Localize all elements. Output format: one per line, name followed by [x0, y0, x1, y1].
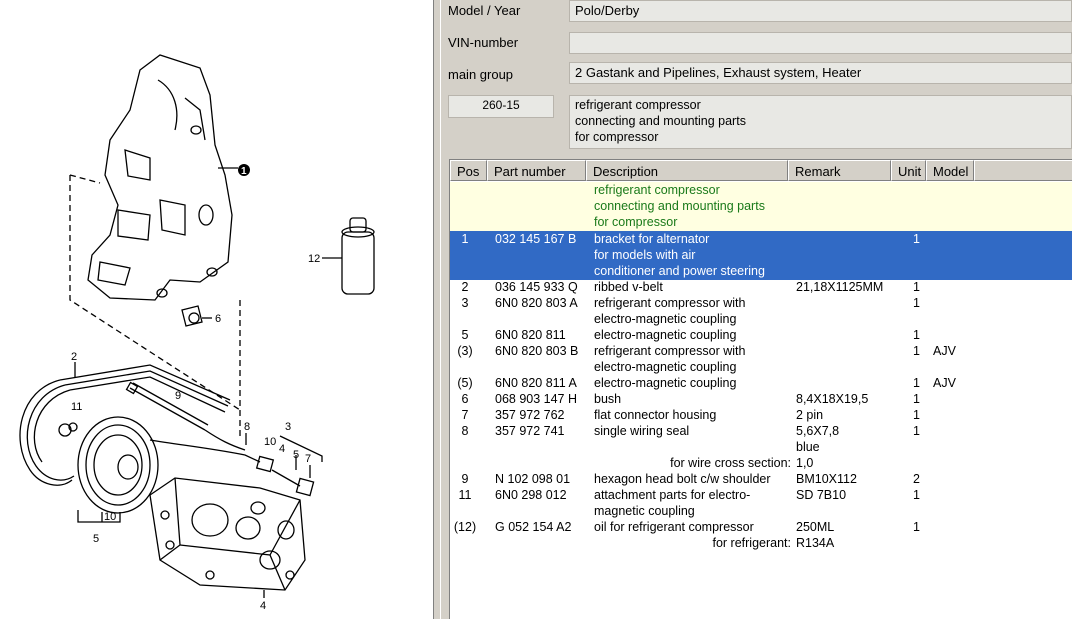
- cell-part-number: 357 972 762: [495, 408, 565, 422]
- cell-remark: 1,0: [796, 456, 814, 470]
- label-11: 11: [71, 401, 83, 413]
- model-field[interactable]: Polo/Derby: [569, 0, 1072, 22]
- label-1: 1: [241, 166, 247, 177]
- col-part-number[interactable]: Part number: [487, 160, 586, 181]
- cell-unit: 1: [913, 376, 920, 390]
- cell-description: conditioner and power steering: [594, 264, 765, 278]
- label-8: 8: [244, 421, 251, 433]
- cell-description: electro-magnetic coupling: [594, 328, 737, 342]
- splitter[interactable]: [433, 0, 441, 619]
- col-filler: [974, 160, 1072, 181]
- label-4: 4: [279, 443, 286, 455]
- cell-pos: (3): [457, 344, 473, 358]
- cell-unit: 1: [913, 392, 920, 406]
- group-title-line: connecting and mounting parts: [594, 199, 765, 213]
- cell-unit: 1: [913, 328, 920, 342]
- label-5b: 5: [93, 533, 100, 545]
- cell-pos: 6: [461, 392, 469, 406]
- main-group-field[interactable]: 2 Gastank and Pipelines, Exhaust system, Heater: [569, 62, 1072, 84]
- col-pos[interactable]: Pos: [450, 160, 487, 181]
- group-title-line: refrigerant compressor: [594, 183, 720, 197]
- cell-part-number: 032 145 167 B: [495, 232, 577, 246]
- figure-desc-line: refrigerant compressor: [575, 98, 701, 112]
- cell-remark: BM10X112: [796, 472, 857, 486]
- col-description[interactable]: Description: [586, 160, 788, 181]
- cell-description: attachment parts for electro-: [594, 488, 751, 502]
- figure-desc-line: connecting and mounting parts: [575, 114, 746, 128]
- cell-part-number: 036 145 933 Q: [495, 280, 578, 294]
- figure-desc-line: for compressor: [575, 130, 659, 144]
- label-4b: 4: [260, 600, 267, 612]
- cell-unit: 1: [913, 344, 920, 358]
- cell-pos: 1: [461, 232, 469, 246]
- vin-label: VIN-number: [448, 35, 519, 50]
- cell-unit: 1: [913, 232, 920, 246]
- cell-part-number: G 052 154 A2: [495, 520, 572, 534]
- cell-remark: 8,4X18X19,5: [796, 392, 869, 406]
- cell-pos: 5: [461, 328, 469, 342]
- cell-model: AJV: [933, 376, 956, 390]
- cell-description: flat connector housing: [594, 408, 717, 422]
- cell-description: refrigerant compressor with: [594, 296, 746, 310]
- col-remark[interactable]: Remark: [788, 160, 891, 181]
- label-2: 2: [71, 351, 78, 363]
- cell-part-number: 068 903 147 H: [495, 392, 578, 406]
- cell-part-number: 357 972 741: [495, 424, 565, 438]
- exploded-view-drawing: [0, 0, 433, 619]
- cell-description: for wire cross section:: [670, 456, 791, 470]
- cell-part-number: 6N0 820 811 A: [495, 376, 577, 390]
- cell-description: electro-magnetic coupling: [594, 376, 737, 390]
- label-12: 12: [308, 253, 321, 265]
- cell-remark: R134A: [796, 536, 835, 550]
- col-model[interactable]: Model: [926, 160, 974, 181]
- cell-remark: 250ML: [796, 520, 835, 534]
- cell-pos: 2: [461, 280, 469, 294]
- cell-unit: 1: [913, 280, 920, 294]
- parts-table: [449, 159, 1072, 619]
- cell-description: electro-magnetic coupling: [594, 312, 737, 326]
- cell-pos: 9: [461, 472, 469, 486]
- cell-part-number: 6N0 820 803 B: [495, 344, 579, 358]
- cell-unit: 1: [913, 520, 920, 534]
- model-label: Model / Year: [448, 3, 521, 18]
- label-9: 9: [175, 390, 182, 402]
- parts-diagram: [0, 0, 433, 619]
- label-6: 6: [215, 313, 222, 325]
- label-5: 5: [293, 449, 300, 461]
- cell-unit: 2: [913, 472, 920, 486]
- group-title-line: for compressor: [594, 215, 678, 229]
- cell-description: ribbed v-belt: [594, 280, 663, 294]
- label-3: 3: [285, 421, 292, 433]
- label-7: 7: [305, 453, 312, 465]
- cell-pos: 7: [461, 408, 469, 422]
- cell-pos: 11: [458, 488, 472, 502]
- vin-field[interactable]: [569, 32, 1072, 54]
- cell-description: bracket for alternator: [594, 232, 710, 246]
- cell-description: bush: [594, 392, 622, 406]
- cell-pos: 8: [461, 424, 469, 438]
- cell-remark: 21,18X1125MM: [796, 280, 884, 294]
- label-10: 10: [264, 436, 277, 448]
- cell-pos: (5): [457, 376, 473, 390]
- cell-unit: 1: [913, 488, 920, 502]
- cell-remark: 2 pin: [796, 408, 824, 422]
- col-unit[interactable]: Unit: [891, 160, 926, 181]
- cell-description: hexagon head bolt c/w shoulder: [594, 472, 771, 486]
- cell-description: for models with air: [594, 248, 696, 262]
- cell-description: refrigerant compressor with: [594, 344, 746, 358]
- label-10b: 10: [104, 511, 117, 523]
- cell-description: for refrigerant:: [712, 536, 791, 550]
- bracket-shape: [88, 55, 232, 300]
- cell-pos: 3: [461, 296, 469, 310]
- cell-part-number: 6N0 820 811: [495, 328, 566, 342]
- cell-remark: 5,6X7,8: [796, 424, 840, 438]
- cell-remark: blue: [796, 440, 820, 454]
- cell-description: magnetic coupling: [594, 504, 695, 518]
- cell-part-number: 6N0 298 012: [495, 488, 567, 502]
- figure-description: [569, 95, 1072, 149]
- main-group-label: main group: [448, 67, 514, 82]
- cell-description: oil for refrigerant compressor: [594, 520, 754, 534]
- cell-remark: SD 7B10: [796, 488, 847, 502]
- cell-description: electro-magnetic coupling: [594, 360, 737, 374]
- cell-description: single wiring seal: [594, 424, 690, 438]
- cell-part-number: 6N0 820 803 A: [495, 296, 578, 310]
- cell-unit: 1: [913, 296, 920, 310]
- cell-model: AJV: [933, 344, 956, 358]
- cell-unit: 1: [913, 424, 920, 438]
- cell-part-number: N 102 098 01: [495, 472, 571, 486]
- parts-panel: [441, 0, 1072, 619]
- cell-unit: 1: [913, 408, 920, 422]
- figure-number[interactable]: 260-15: [448, 95, 554, 118]
- cell-pos: (12): [453, 520, 477, 534]
